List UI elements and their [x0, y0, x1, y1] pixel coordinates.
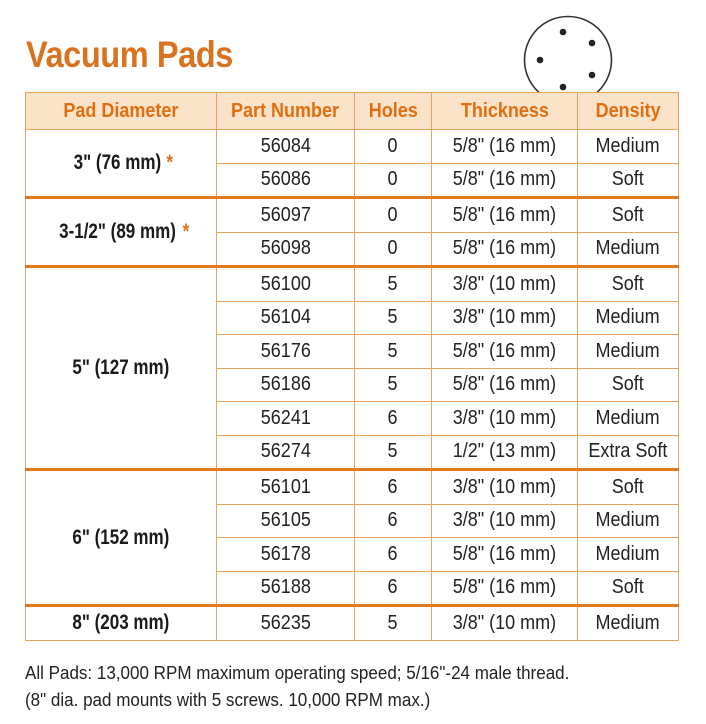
holes-cell: 6: [355, 538, 432, 572]
pad-diameter-label: 5" (127 mm): [72, 356, 170, 379]
part-number-cell: 56084: [217, 130, 355, 164]
vacuum-pads-table: [25, 92, 679, 641]
thickness-cell: 5/8" (16 mm): [432, 571, 578, 606]
table-row: [26, 267, 679, 302]
density-cell: Medium: [578, 232, 679, 267]
part-number-cell: 56176: [217, 335, 355, 369]
holes-cell: 6: [355, 504, 432, 538]
part-number-cell: 56188: [217, 571, 355, 606]
thickness-cell: 5/8" (16 mm): [432, 335, 578, 369]
table-header-row: [26, 93, 679, 130]
part-number-cell: 56235: [217, 606, 355, 641]
part-number-cell: 56100: [217, 267, 355, 302]
part-number-cell: 56105: [217, 504, 355, 538]
holes-cell: 0: [355, 130, 432, 164]
part-number-cell: 56241: [217, 402, 355, 436]
part-number-cell: 56098: [217, 232, 355, 267]
thickness-cell: 3/8" (10 mm): [432, 504, 578, 538]
table-row: [26, 606, 679, 641]
pad-diameter-cell: [26, 470, 217, 606]
density-cell: Soft: [578, 470, 679, 505]
part-number-cell: 56186: [217, 368, 355, 402]
footnote-star: *: [166, 151, 173, 174]
thickness-cell: 3/8" (10 mm): [432, 402, 578, 436]
footnote-line-1: All Pads: 13,000 RPM maximum operating speed; 5/16"-24 male thread.: [25, 662, 570, 683]
holes-cell: 0: [355, 232, 432, 267]
holes-cell: 5: [355, 435, 432, 470]
footnote-line-2: (8" dia. pad mounts with 5 screws. 10,000 RPM max.): [25, 689, 431, 710]
part-number-cell: 56104: [217, 301, 355, 335]
part-number-cell: 56101: [217, 470, 355, 505]
density-cell: Soft: [578, 267, 679, 302]
column-header-density: Density: [578, 93, 679, 130]
pad-diameter-label: 3-1/2" (89 mm): [58, 220, 176, 243]
pad-diameter-cell: [26, 198, 217, 267]
thickness-cell: 5/8" (16 mm): [432, 198, 578, 233]
density-cell: Medium: [578, 301, 679, 335]
holes-cell: 0: [355, 198, 432, 233]
pad-diameter-label: 3" (76 mm): [73, 151, 162, 174]
density-cell: Medium: [578, 606, 679, 641]
table-row: [26, 198, 679, 233]
density-cell: Medium: [578, 402, 679, 436]
column-header-pad-diameter: Pad Diameter: [26, 93, 217, 130]
holes-cell: 5: [355, 606, 432, 641]
holes-cell: 6: [355, 470, 432, 505]
thickness-cell: 5/8" (16 mm): [432, 130, 578, 164]
holes-cell: 0: [355, 163, 432, 198]
thickness-cell: 3/8" (10 mm): [432, 606, 578, 641]
page-title: Vacuum Pads: [26, 34, 233, 75]
table-row: [26, 470, 679, 505]
holes-cell: 5: [355, 267, 432, 302]
pad-diameter-label: 6" (152 mm): [72, 525, 170, 549]
holes-cell: 5: [355, 368, 432, 402]
density-cell: Soft: [578, 571, 679, 606]
pad-diameter-cell: [26, 130, 217, 198]
footnote: [25, 659, 569, 713]
density-cell: Medium: [578, 538, 679, 572]
holes-cell: 6: [355, 402, 432, 436]
holes-cell: 5: [355, 335, 432, 369]
pad-diameter-cell: [26, 267, 217, 470]
thickness-cell: 5/8" (16 mm): [432, 163, 578, 198]
density-cell: Medium: [578, 130, 679, 164]
holes-cell: 6: [355, 571, 432, 606]
density-cell: Soft: [578, 198, 679, 233]
column-header-part-number: Part Number: [217, 93, 355, 130]
density-cell: Extra Soft: [578, 435, 679, 470]
part-number-cell: 56086: [217, 163, 355, 198]
pad-diameter-label: 8" (203 mm): [72, 611, 170, 635]
part-number-cell: 56178: [217, 538, 355, 572]
part-number-cell: 56097: [217, 198, 355, 233]
footnote-star: *: [182, 220, 190, 243]
density-cell: Medium: [578, 504, 679, 538]
density-cell: Medium: [578, 335, 679, 369]
thickness-cell: 5/8" (16 mm): [432, 232, 578, 267]
thickness-cell: 3/8" (10 mm): [432, 267, 578, 302]
thickness-cell: 5/8" (16 mm): [432, 368, 578, 402]
holes-cell: 5: [355, 301, 432, 335]
thickness-cell: 1/2" (13 mm): [432, 435, 578, 470]
thickness-cell: 3/8" (10 mm): [432, 470, 578, 505]
density-cell: Soft: [578, 368, 679, 402]
column-header-holes: Holes: [355, 93, 432, 130]
thickness-cell: 3/8" (10 mm): [432, 301, 578, 335]
table-row: [26, 130, 679, 164]
density-cell: Soft: [578, 163, 679, 198]
column-header-thickness: Thickness: [432, 93, 578, 130]
part-number-cell: 56274: [217, 435, 355, 470]
thickness-cell: 5/8" (16 mm): [432, 538, 578, 572]
pad-diameter-cell: [26, 606, 217, 641]
